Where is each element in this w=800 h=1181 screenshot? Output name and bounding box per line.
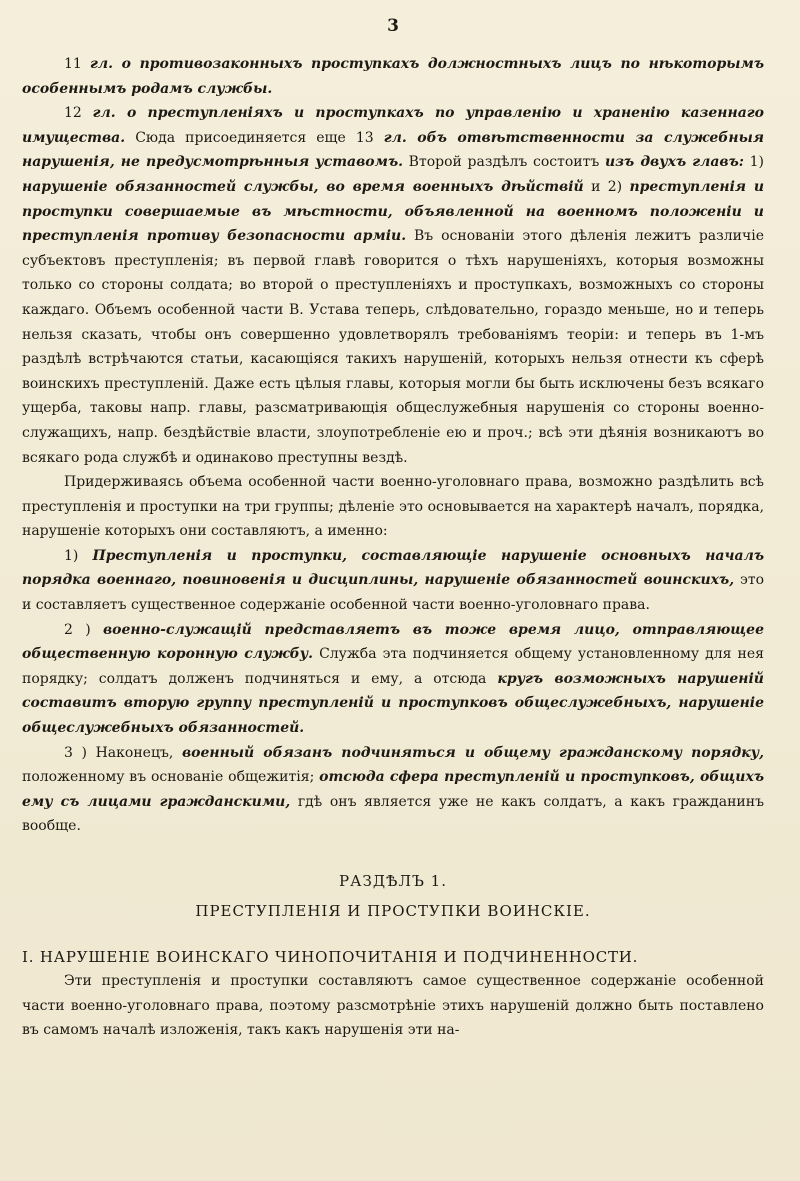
emphasized-text: нарушеніе обязанностей службы, во время военныхъ дѣйствій <box>22 178 584 195</box>
section-heading-subtitle: ПРЕСТУПЛЕНІЯ И ПРОСТУПКИ ВОИНСКІЕ. <box>195 902 591 920</box>
paragraph <box>22 741 764 839</box>
paragraph <box>22 101 764 470</box>
paragraph <box>22 52 764 101</box>
tail-paragraph: Эти преступленія и проступки составляютъ самое существенное содержаніе особенной части военно-уголовнаго права, поэтому разсмотрѣніе этихъ нарушеній должно быть поставлено въ самомъ началѣ изложенія, такъ какъ нарушенія эти на- <box>22 973 764 1039</box>
text-run: 3 ) Наконецъ, <box>64 744 182 761</box>
text-run: Придерживаясь объема особенной части военно-уголовнаго права, возможно раздѣлить всѣ преступленія и проступки на три группы; дѣленіе это основывается на характерѣ началъ, порядка, нарушеніе которыхъ они составляютъ, а именно: <box>22 474 765 540</box>
emphasized-text: преступленія и проступки совершаемые въ мѣстности, объявленной на военномъ положеніи и преступленія противу безопасности арміи. <box>22 178 764 245</box>
text-run: 1) <box>64 547 93 564</box>
subsection-heading: I. НАРУШЕНІЕ ВОИНСКАГО ЧИНОПОЧИТАНІЯ И ПОДЧИНЕННОСТИ. <box>22 948 639 966</box>
text-run: Сюда присоединяется еще 13 <box>125 129 384 146</box>
text-run: Въ основаніи этого дѣленія лежитъ различіе субъектовъ преступленія; въ первой главѣ говорится о тѣхъ нарушеніяхъ, которыя возможны только со стороны солдата; во второй о преступленіяхъ и проступкахъ, возможныхъ со стороны каждаго. Объемъ особенной части В. Устава теперь, слѣдовательно, гораздо меньше, но и теперь нельзя сказать, чтобы онъ совершенно удовлетворялъ требованіямъ теоріи: и теперь въ 1-мъ раздѣлѣ встрѣчаются статьи, касающіяся такихъ нарушеній, которыхъ нельзя отнести къ сферѣ воинскихъ преступленій. Даже есть цѣлыя главы, которыя могли бы быть исключены безъ всякаго ущерба, таковы напр. главы, разсматривающія общеслужебныя нарушенія со стороны военно-служащихъ, напр. бездѣйствіе власти, злоупотребленіе ею и проч.; всѣ эти дѣянія возникаютъ во всякаго рода службѣ и одинаково преступны вездѣ. <box>22 228 765 466</box>
text-run: 1) <box>743 154 765 171</box>
paragraph <box>22 470 764 544</box>
page-number: 3 <box>387 16 399 36</box>
body-text <box>22 52 764 839</box>
emphasized-text: Преступленія и проступки, составляющіе нарушеніе основныхъ началъ порядка военнаго, повиновенія и дисциплины, нарушеніе обязанностей воинскихъ, <box>22 547 765 589</box>
emphasized-text: кругъ возможныхъ нарушеній составитъ вторую группу преступленій и проступковъ общеслужебныхъ, нарушеніе общеслужебныхъ обязанностей. <box>22 670 764 737</box>
emphasized-text: гл. о преступленіяхъ и проступкахъ по управленію и храненію казеннаго имущества. <box>22 105 764 146</box>
emphasized-text: изъ двухъ главъ: <box>604 154 744 171</box>
text-run: Второй раздѣлъ состоитъ <box>403 154 605 171</box>
emphasized-text: военный обязанъ подчиняться и общему гражданскому порядку, <box>181 744 764 761</box>
section-heading-title: РАЗДѢЛЪ 1. <box>339 872 447 890</box>
emphasized-text: отсюда сфера преступленій и проступковъ, общихъ ему съ лицами гражданскими, <box>22 769 764 810</box>
text-run: 11 <box>64 56 91 72</box>
text-run: Служба эта подчиняется общему установленному для нея порядку; солдатъ долженъ подчиняться и ему, а отсюда <box>22 646 765 687</box>
emphasized-text: гл. о противозаконныхъ проступкахъ должностныхъ лицъ по нѣкоторымъ особеннымъ родамъ службы. <box>22 56 764 97</box>
paragraph <box>22 544 764 618</box>
emphasized-text: гл. объ отвѣтственности за служебныя нарушенія, не предусмотрѣнныя уставомъ. <box>22 129 764 171</box>
text-run: 12 <box>64 105 93 122</box>
text-run: 2 ) <box>64 621 103 638</box>
text-run: гдѣ онъ является уже не какъ солдатъ, а какъ гражданинъ вообще. <box>22 793 765 835</box>
paragraph <box>22 618 764 741</box>
text-run: и 2) <box>583 178 630 195</box>
text-run: положенному въ основаніе общежитія; <box>22 769 320 786</box>
text-run: это и составляетъ существенное содержаніе особенной части военно-уголовнаго права. <box>22 572 764 614</box>
emphasized-text: военно-служащій представляетъ въ тоже время лицо, отправляющее общественную коронную службу. <box>22 621 764 663</box>
